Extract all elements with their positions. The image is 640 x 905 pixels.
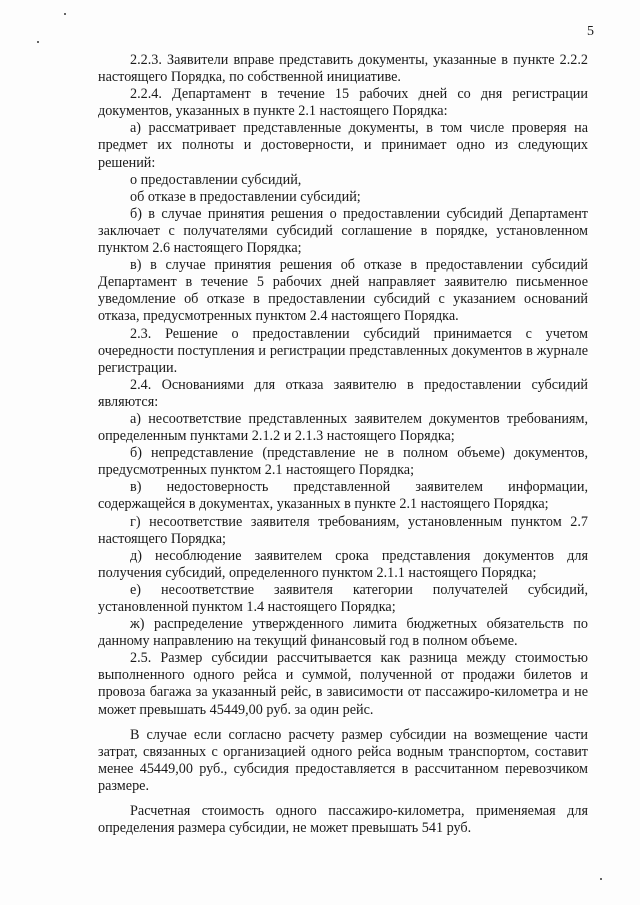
- paragraph-2-3: 2.3. Решение о предоставлении субсидий принимается с учетом очередности поступления и регистрации представленных документов в журнале регистрации.: [98, 325, 588, 376]
- decision-option-refuse: об отказе в предоставлении субсидий;: [130, 188, 361, 205]
- page-number: 5: [587, 24, 594, 39]
- refusal-ground-e: е) несоответствие заявителя категории получателей субсидий, установленной пунктом 1.4 настоящего Порядка;: [98, 581, 588, 615]
- scan-speck: [64, 13, 66, 15]
- refusal-ground-v: в) недостоверность представленной заявителем информации, содержащейся в документах, указанных в пункте 2.1 настоящего Порядка;: [98, 479, 588, 513]
- refusal-ground-a: а) несоответствие представленных заявителем документов требованиям, определенным пунктами 2.1.2 и 2.1.3 настоящего Порядка;: [98, 410, 588, 445]
- paragraph-2-5-calculation: В случае если согласно расчету размер субсидии на возмещение части затрат, связанных с организацией одного рейса водным транспортом, составит менее 45449,00 руб., субсидия предоставляется в рассчитанном перевозчиком размере.: [98, 726, 588, 794]
- refusal-ground-g: г) несоответствие заявителя требованиям, установленным пунктом 2.7 настоящего Порядка;: [98, 513, 588, 547]
- refusal-ground-d: д) несоблюдение заявителем срока представления документов для получения субсидий, определенного пунктом 2.1.1 настоящего Порядка;: [98, 547, 588, 581]
- paragraph-2-5: 2.5. Размер субсидии рассчитывается как разница между стоимостью выполненного одного рейса и суммой, полученной от продажи билетов и провоза багажа за указанный рейс, в зависимости от пассажиро-километра и не может превышать 45449,00 руб. за один рейс.: [98, 650, 588, 718]
- paragraph-2-2-4-a: а) рассматривает представленные документы, в том числе проверяя на предмет их полноты и достоверности, и принимает одно из следующих решений:: [98, 120, 588, 171]
- refusal-ground-b: б) непредставление (представление не в полном объеме) документов, предусмотренных пунктом 2.1 настоящего Порядка;: [98, 445, 588, 479]
- paragraph-2-2-4-v: в) в случае принятия решения об отказе в предоставлении субсидий Департамент в течение 5 рабочих дней направляет заявителю письменное уведомление об отказе в предоставлении субсидий с указанием оснований отказа, предусмотренных пунктом 2.4 настоящего Порядка.: [98, 257, 588, 325]
- scan-speck: [37, 41, 39, 43]
- document-body: [98, 52, 588, 837]
- paragraph-2-2-4-b: б) в случае принятия решения о предоставлении субсидий Департамент заключает с получателями субсидий соглашение в порядке, установленном пунктом 2.6 настоящего Порядка;: [98, 205, 588, 257]
- refusal-ground-zh: ж) распределение утвержденного лимита бюджетных обязательств по данному направлению на текущий финансовый год в полном объеме.: [98, 616, 588, 650]
- paragraph-2-4: 2.4. Основаниями для отказа заявителю в предоставлении субсидий являются:: [98, 376, 588, 410]
- scan-speck: [600, 878, 602, 880]
- paragraph-2-2-3: 2.2.3. Заявители вправе представить документы, указанные в пункте 2.2.2 настоящего Порядка, по собственной инициативе.: [98, 52, 588, 86]
- decision-option-grant: о предоставлении субсидий,: [130, 171, 302, 188]
- paragraph-2-5-rate-limit: Расчетная стоимость одного пассажиро-километра, применяемая для определения размера субсидии, не может превышать 541 руб.: [98, 803, 588, 837]
- paragraph-2-2-4: 2.2.4. Департамент в течение 15 рабочих дней со дня регистрации документов, указанных в пункте 2.1 настоящего Порядка:: [98, 86, 588, 120]
